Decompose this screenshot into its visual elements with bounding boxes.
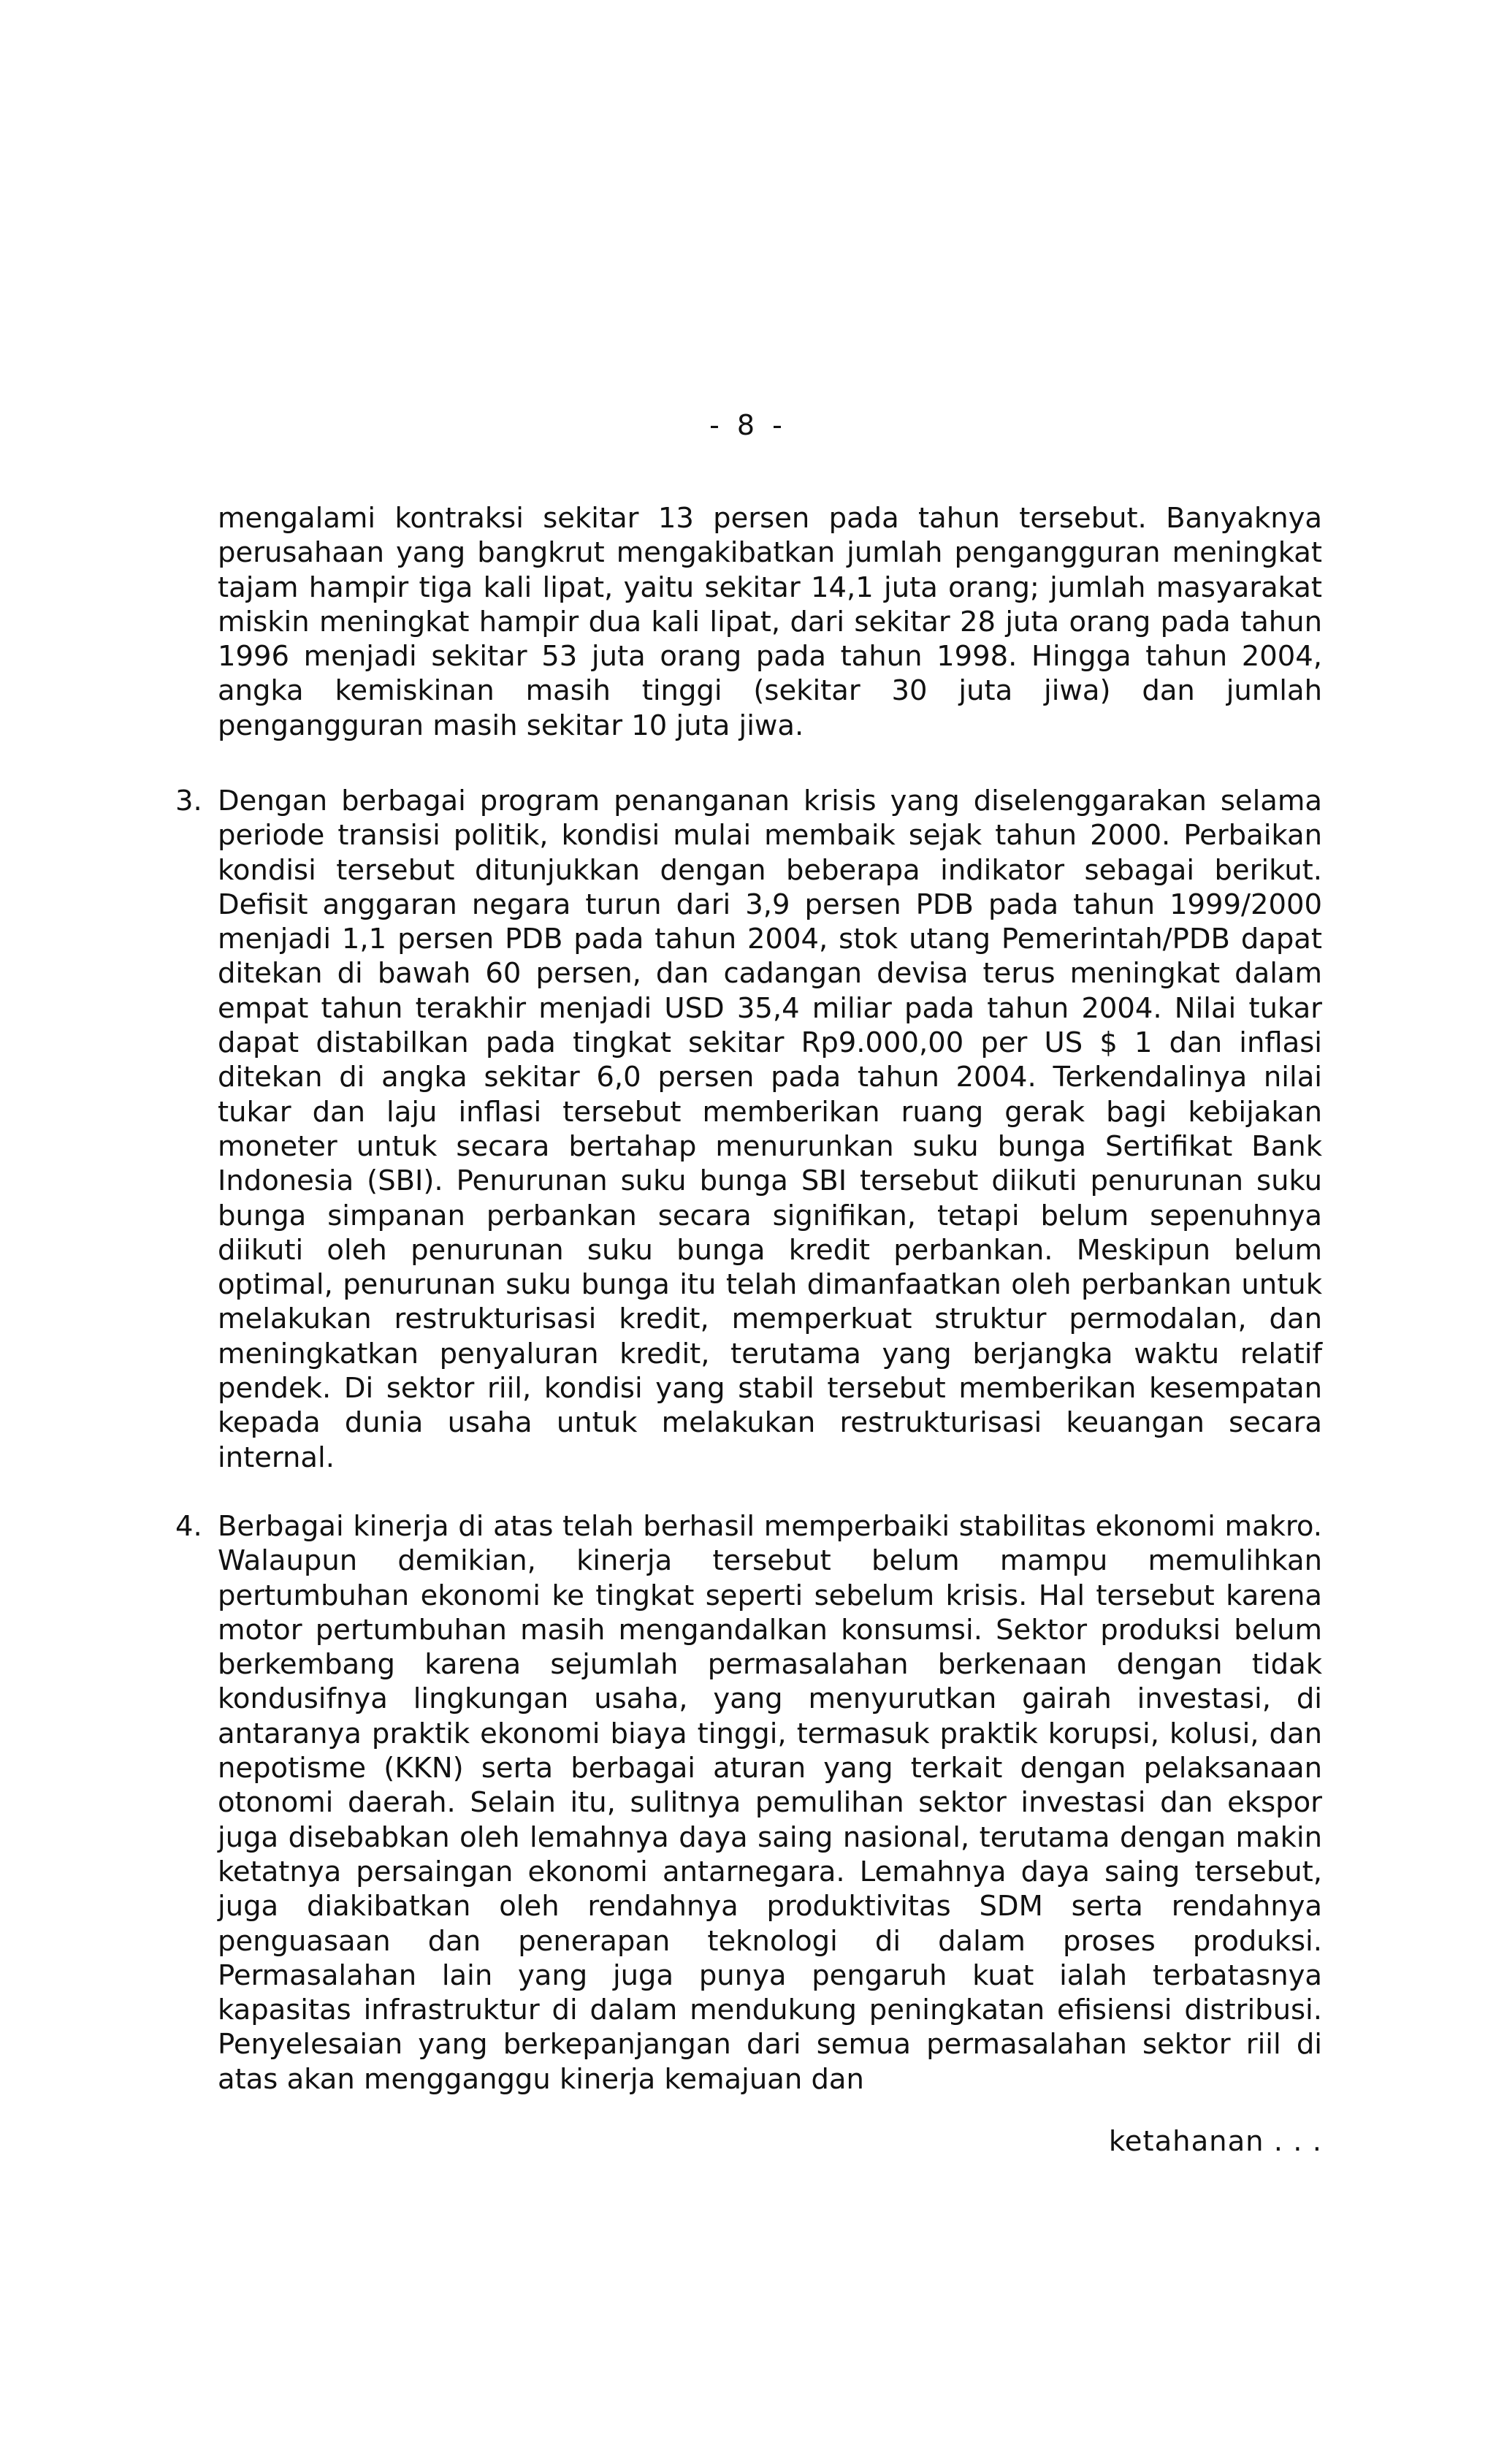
list-item-number: 4. [175,1510,202,1543]
paragraph-intro: mengalami kontraksi sekitar 13 persen pada tahun tersebut. Banyaknya perusahaan yang bangkrut mengakibatkan jumlah pengangguran meningkat tajam hampir tiga kali lipat, yaitu sekitar 14,1 juta orang; jumlah masyarakat miskin meningkat hampir dua kali lipat, dari sekitar 28 juta orang pada tahun 1996 menjadi sekitar 53 juta orang pada tahun 1998. Hingga tahun 2004, angka kemiskinan masih tinggi (sekitar 30 juta jiwa) dan jumlah pengangguran masih sekitar 10 juta jiwa. [218,502,1322,742]
list-item-number: 3. [175,785,202,817]
list-item-4 [175,1509,1322,2097]
list-item-3 [175,784,1322,1475]
page-number: - 8 - [709,409,787,441]
list-item-text: Dengan berbagai program penanganan krisis yang diselenggarakan selama periode transisi politik, kondisi mulai membaik sejak tahun 2000. Perbaikan kondisi tersebut ditunjukkan dengan beberapa indikator sebagai berikut. Defisit anggaran negara turun dari 3,9 persen PDB pada tahun 1999/2000 menjadi 1,1 persen PDB pada tahun 2004, stok utang Pemerintah/PDB dapat ditekan di bawah 60 persen, dan cadangan devisa terus meningkat dalam empat tahun terakhir menjadi USD 35,4 miliar pada tahun 2004. Nilai tukar dapat distabilkan pada tingkat sekitar Rp9.000,00 per US $ 1 dan inflasi ditekan di angka sekitar 6,0 persen pada tahun 2004. Terkendalinya nilai tukar dan laju inflasi tersebut memberikan ruang gerak bagi kebijakan moneter untuk secara bertahap menurunkan suku bunga Sertifikat Bank Indonesia (SBI). Penurunan suku bunga SBI tersebut diikuti penurunan suku bunga simpanan perbankan secara signifikan, tetapi belum sepenuhnya diikuti oleh penurunan suku bunga kredit perbankan. Meskipun belum optimal, penurunan suku bunga itu telah dimanfaatkan oleh perbankan untuk melakukan restrukturisasi kredit, memperkuat struktur permodalan, dan meningkatkan penyaluran kredit, terutama yang berjangka waktu relatif pendek. Di sektor riil, kondisi yang stabil tersebut memberikan kesempatan kepada dunia usaha untuk melakukan restrukturisasi keuangan secara internal. [218,785,1322,1474]
list-item-text: Berbagai kinerja di atas telah berhasil memperbaiki stabilitas ekonomi makro. Walaupun demikian, kinerja tersebut belum mampu memulihkan pertumbuhan ekonomi ke tingkat seperti sebelum krisis. Hal tersebut karena motor pertumbuhan masih mengandalkan konsumsi. Sektor produksi belum berkembang karena sejumlah permasalahan berkenaan dengan tidak kondusifnya lingkungan usaha, yang menyurutkan gairah investasi, di antaranya praktik ekonomi biaya tinggi, termasuk praktik korupsi, kolusi, dan nepotisme (KKN) serta berbagai aturan yang terkait dengan pelaksanaan otonomi daerah. Selain itu, sulitnya pemulihan sektor investasi dan ekspor juga disebabkan oleh lemahnya daya saing nasional, terutama dengan makin ketatnya persaingan ekonomi antarnegara. Lemahnya daya saing tersebut, juga diakibatkan oleh rendahnya produktivitas SDM serta rendahnya penguasaan dan penerapan teknologi di dalam proses produksi. Permasalahan lain yang juga punya pengaruh kuat ialah terbatasnya kapasitas infrastruktur di dalam mendukung peningkatan efisiensi distribusi. Penyelesaian yang berkepanjangan dari semua permasalahan sektor riil di atas akan mengganggu kinerja kemajuan dan [218,1510,1322,2096]
continuation-catchword: ketahanan . . . [1108,2125,1322,2158]
